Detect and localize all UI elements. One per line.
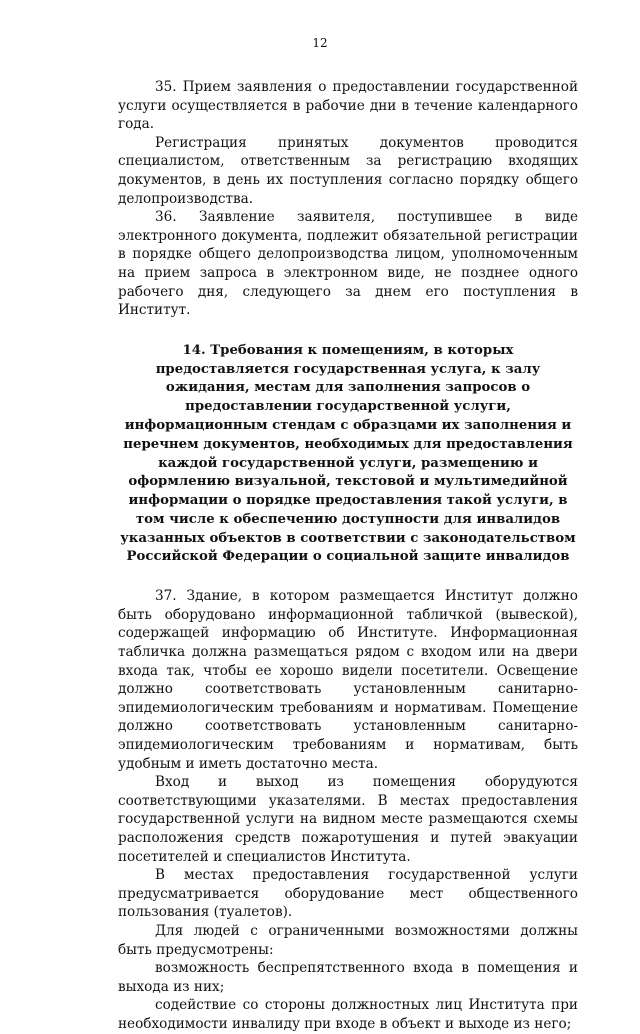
paragraph-disabled-provisions: Для людей с ограниченными возможностями должны быть предусмотрены: — [118, 922, 578, 958]
paragraph-37: 37. Здание, в котором размещается Институт должно быть оборудовано информационной табличкой (вывеской), содержащей информацию об Институте. Информационная табличка должна размещаться рядом с входом или на двери входа так, чтобы ее хорошо видели посетители. Освещение должно соответствовать установленным санитарно-эпидемиологическим требованиям и нормативам. Помещение должно соответствовать установленным санитарно-эпидемиологическим требованиям и нормативам, быть удобным и иметь достаточно места. — [118, 588, 578, 772]
paragraph-registration: Регистрация принятых документов проводится специалистом, ответственным за регистрацию входящих документов, в день их поступления согласно порядку общего делопроизводства. — [118, 134, 578, 207]
paragraph-36: 36. Заявление заявителя, поступившее в виде электронного документа, подлежит обязательной регистрации в порядке общего делопроизводства лицом, уполномоченным на прием запроса в электронном виде, не позднее одного рабочего дня, следующего за днем его поступления в Институт. — [118, 209, 578, 319]
list-item-assistance: содействие со стороны должностных лиц Института при необходимости инвалиду при входе в объект и выходе из него; — [118, 997, 578, 1032]
document-body — [118, 78, 578, 1034]
page-number: 12 — [312, 36, 328, 50]
paragraph-entrance: Вход и выход из помещения оборудуются соответствующими указателями. В местах предоставления государственной услуги на видном месте размещаются схемы расположения средств пожаротушения и путей эвакуации посетителей и специалистов Института. — [118, 774, 578, 865]
section-heading-14: 14. Требования к помещениям, в которых предоставляется государственная услуга, к залу ожидания, местам для заполнения запросов о предоставлении государственной услуги, информационным стендам с образцами их заполнения и перечнем документов, необходимых для предоставления каждой государственной услуги, размещению и оформлению визуальной, текстовой и мультимедийной информации о порядке предоставления такой услуги, в том числе к обеспечению доступности для инвалидов указанных объектов в соответствии с законодательством Российской Федерации о социальной защите инвалидов — [120, 342, 576, 565]
paragraph-35: 35. Прием заявления о предоставлении государственной услуги осуществляется в рабочие дни в течение календарного года. — [118, 79, 578, 133]
list-item-access: возможность беспрепятственного входа в помещения и выхода из них; — [118, 960, 578, 995]
paragraph-restrooms: В местах предоставления государственной услуги предусматривается оборудование мест общественного пользования (туалетов). — [118, 867, 578, 921]
